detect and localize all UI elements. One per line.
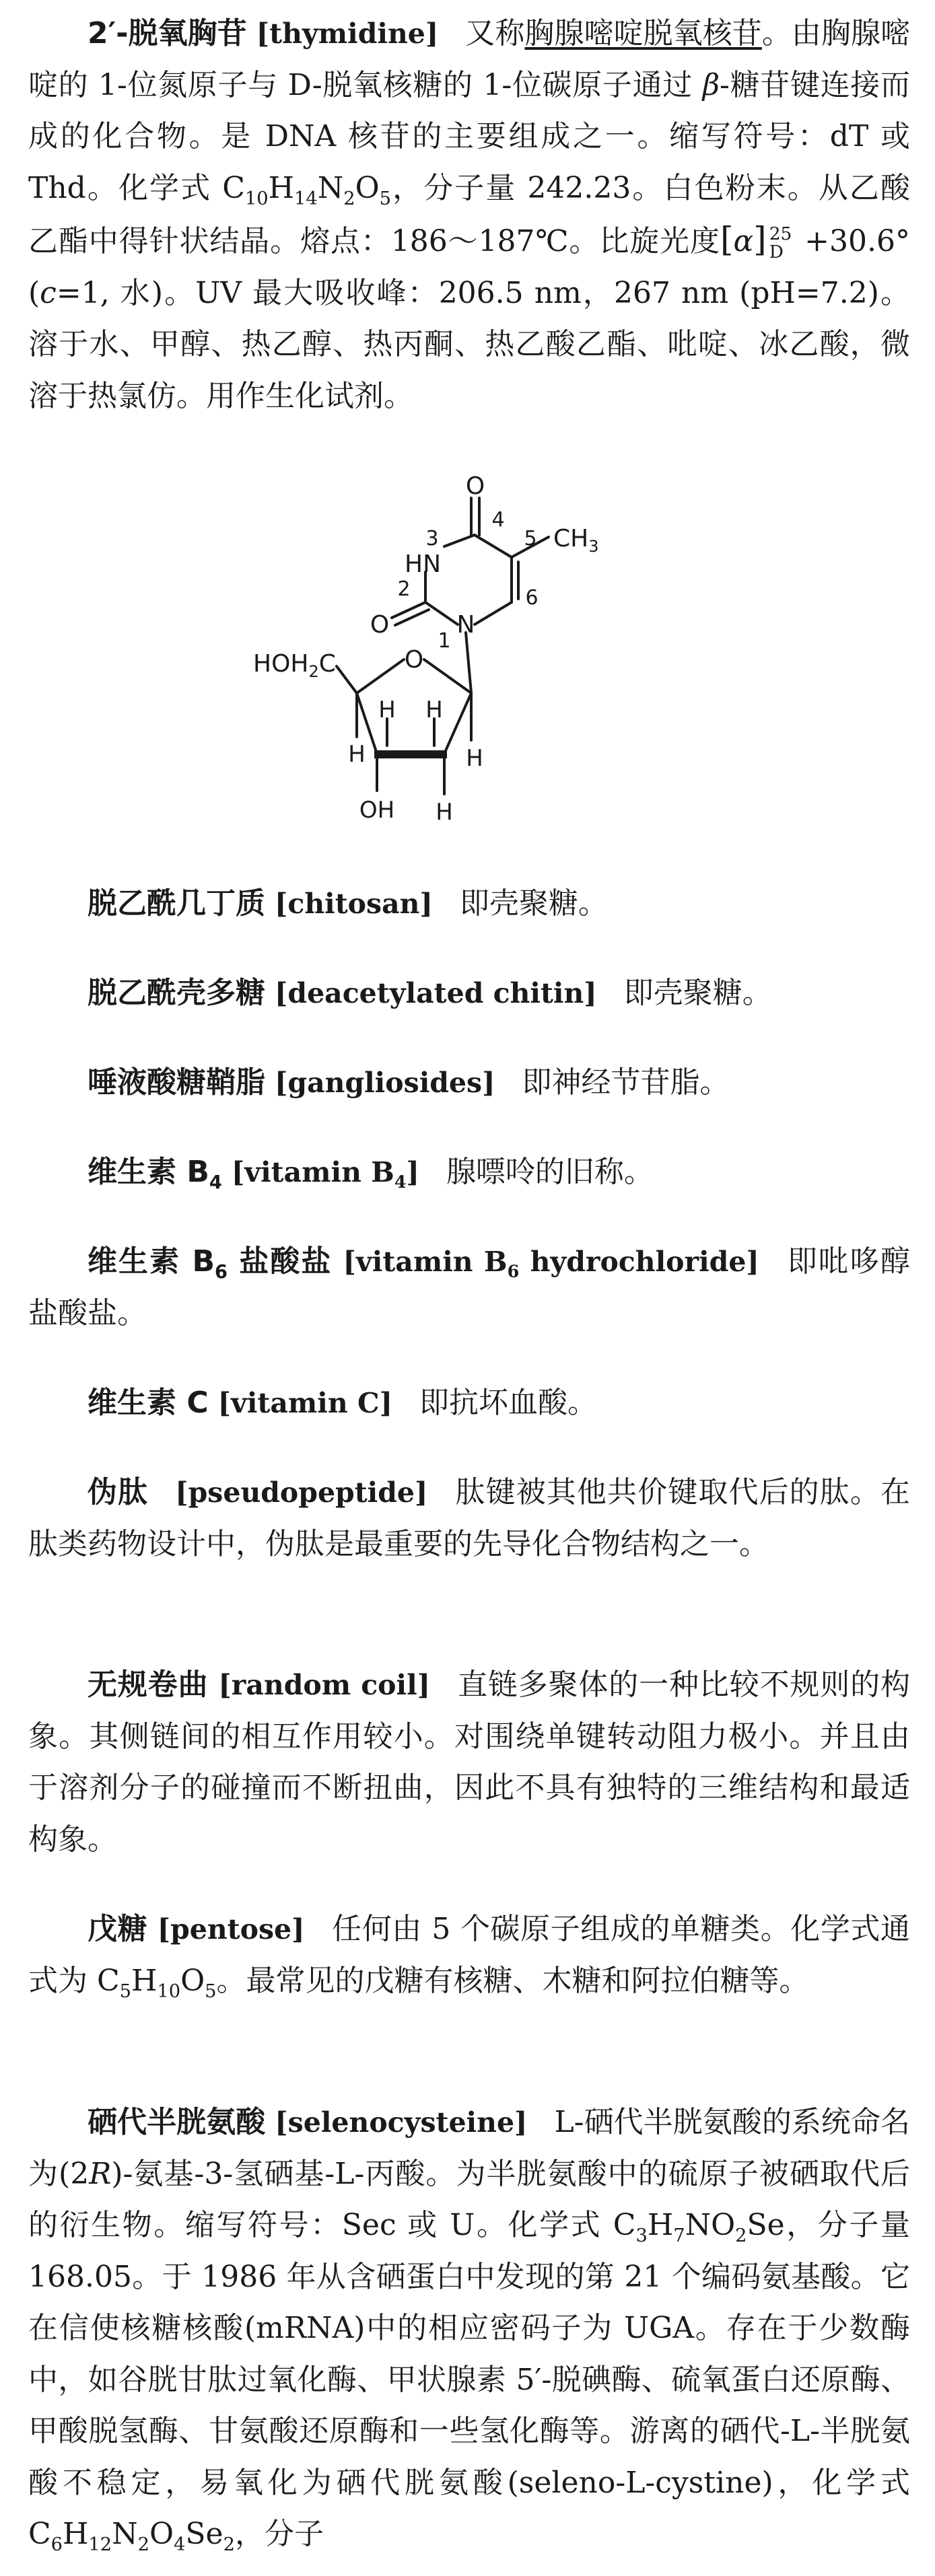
formula-el: O bbox=[355, 170, 380, 205]
def-text: 。由胸腺嘧啶的 1-位氮原子与 D-脱氧核糖的 1-位碳原子通过 bbox=[28, 16, 911, 102]
beta-symbol: β bbox=[702, 67, 720, 102]
def-text: 任何由 5 个碳原子组成的单糖类。化学式通式为 C bbox=[28, 1912, 910, 1998]
def-text: 直链多聚体的一种比较不规则的构象。其侧链间的相互作用较小。对围绕单键转动阻力极小。并且由于溶剂分子的碰撞而不断扭曲，因此不具有独特的三维结构和最适构象。 bbox=[28, 1668, 911, 1857]
entry-english: [deacetylated chitin] bbox=[275, 977, 597, 1009]
formula-el: O bbox=[180, 1963, 205, 1998]
position-label: 3 bbox=[425, 527, 439, 550]
hydrogen-label: H bbox=[466, 745, 483, 772]
def-text: ，分子量 242.23。白色粉末。从乙酸乙酯中得针状结晶。熔点：186～187℃。比旋光度 bbox=[28, 170, 910, 258]
def-text: -糖苷键连接而成的化合物。是 DNA 核苷的主要组成之一。缩写符号：dT 或 Thd。化学式 C bbox=[28, 67, 910, 205]
term-end: 盐酸盐 bbox=[228, 1244, 333, 1279]
formula-sub: 12 bbox=[88, 2534, 112, 2555]
hoh-c: C bbox=[318, 650, 336, 678]
hydroxymethyl-label bbox=[253, 650, 336, 681]
hydrogen-label: H bbox=[348, 741, 366, 768]
rotation-scripts bbox=[769, 225, 792, 261]
formula-sub: 4 bbox=[174, 2534, 186, 2555]
entry-term: 脱乙酰几丁质 bbox=[88, 886, 265, 921]
hoh-text: HOH bbox=[253, 650, 309, 678]
english-end: hydrochloride] bbox=[519, 1246, 759, 1278]
hydrogen-label: H bbox=[425, 696, 443, 723]
english-sub: 4 bbox=[394, 1172, 407, 1192]
hydrogen-label: H bbox=[436, 799, 453, 826]
english-sub: 6 bbox=[507, 1261, 520, 1282]
alias-link[interactable]: 胸腺嘧啶脱氧核苷 bbox=[524, 16, 762, 50]
def-text: L-硒代半胱氨酸的系统命名为(2 bbox=[28, 2105, 910, 2191]
nh-label: HN bbox=[405, 550, 441, 578]
formula-el: H bbox=[647, 2208, 674, 2242]
methyl-label bbox=[553, 525, 599, 556]
n1-label: N bbox=[456, 611, 475, 639]
entry-english bbox=[343, 1246, 759, 1282]
position-label: 1 bbox=[438, 629, 451, 653]
entry-term bbox=[88, 1244, 333, 1283]
formula-el: H bbox=[268, 170, 294, 205]
entry-term bbox=[88, 1155, 222, 1193]
term-sub: 4 bbox=[209, 1172, 222, 1193]
def-text: 。最常见的戊糖有核糖、木糖和阿拉伯糖等。 bbox=[216, 1963, 809, 1998]
position-label: 4 bbox=[491, 508, 505, 532]
entry-english: [chitosan] bbox=[275, 888, 433, 920]
entry-term: 脱乙酰壳多糖 bbox=[88, 976, 265, 1010]
oxygen-label: O bbox=[370, 611, 390, 639]
entry-english: [pentose] bbox=[157, 1913, 305, 1945]
methyl-ch: CH bbox=[553, 525, 589, 552]
formula-sub: 5 bbox=[379, 188, 391, 209]
position-label: 6 bbox=[525, 586, 539, 610]
formula-sub: 2 bbox=[223, 2534, 235, 2555]
formula-sub: 6 bbox=[50, 2534, 63, 2555]
entry-pseudopeptide bbox=[28, 1467, 910, 1570]
def-text: 即抗坏血酸。 bbox=[419, 1386, 597, 1420]
entry-english bbox=[231, 1156, 419, 1192]
entry-term: 伪肽 bbox=[88, 1475, 149, 1509]
formula-sub: 2 bbox=[137, 2534, 149, 2555]
entry-english: [random coil] bbox=[218, 1669, 431, 1701]
english-text: [vitamin B bbox=[343, 1246, 508, 1278]
formula-sub: 3 bbox=[635, 2225, 648, 2246]
hydroxyl-label: OH bbox=[359, 797, 395, 824]
entry-term: 无规卷曲 bbox=[88, 1668, 209, 1702]
def-text: )-氨基-3-氢硒基-L-丙酸。为半胱氨酸中的硫原子被硒取代后的衍生物。缩写符号：Sec 或 U。化学式 C bbox=[28, 2156, 910, 2242]
def-text: 即神经节苷脂。 bbox=[522, 1065, 730, 1100]
def-text: 腺嘌呤的旧称。 bbox=[446, 1155, 654, 1189]
entry-term: 硒代半胱氨酸 bbox=[88, 2105, 266, 2139]
def-text: 即壳聚糖。 bbox=[459, 886, 608, 921]
formula-el: N bbox=[317, 170, 344, 205]
entry-thymidine bbox=[28, 8, 910, 422]
entry-vitamin-b6-hydrochloride bbox=[28, 1236, 910, 1339]
entry-english: [gangliosides] bbox=[275, 1067, 495, 1099]
position-label: 2 bbox=[397, 577, 411, 601]
formula-el: Se bbox=[747, 2208, 785, 2242]
entry-english: [vitamin C] bbox=[217, 1387, 392, 1419]
formula-sub: 10 bbox=[244, 188, 269, 209]
alias-prefix: 又称 bbox=[465, 16, 525, 50]
formula-el: O bbox=[149, 2517, 174, 2551]
methyl-sub: 3 bbox=[588, 537, 599, 556]
thymidine-structure bbox=[242, 471, 714, 875]
def-text: ，分子 bbox=[234, 2517, 324, 2551]
entry-gangliosides bbox=[28, 1057, 910, 1109]
entry-pentose bbox=[28, 1904, 910, 2007]
ring-oxygen-label: O bbox=[404, 646, 424, 674]
formula-el: H bbox=[131, 1963, 158, 1998]
def-text: 肽键被其他共价键取代后的肽。在肽类药物设计中，伪肽是最重要的先导化合物结构之一。 bbox=[28, 1475, 911, 1561]
rotation-temp: 25 bbox=[769, 223, 792, 245]
entry-vitamin-c bbox=[28, 1378, 910, 1429]
def-text: 即壳聚糖。 bbox=[623, 976, 772, 1010]
entry-term: 2′-脱氧胸苷 bbox=[88, 16, 247, 50]
oxygen-label: O bbox=[465, 472, 485, 500]
entry-deacetylated-chitin bbox=[28, 968, 910, 1019]
def-text: 即吡哆醇盐酸盐。 bbox=[28, 1244, 911, 1330]
formula-sub: 10 bbox=[157, 1980, 181, 2002]
entry-term: 戊糖 bbox=[88, 1912, 148, 1946]
formula-el: Se bbox=[185, 2517, 223, 2551]
hydrogen-label: H bbox=[378, 696, 396, 723]
entry-selenocysteine bbox=[28, 2097, 910, 2561]
formula-el: NO bbox=[685, 2208, 736, 2242]
entry-random-coil bbox=[28, 1659, 910, 1865]
formula-sub: 7 bbox=[673, 2225, 685, 2246]
entry-term: 维生素 C bbox=[88, 1386, 209, 1420]
config-r: R bbox=[89, 2156, 112, 2191]
conc-symbol: c bbox=[40, 275, 57, 310]
rotation-alpha: α bbox=[733, 224, 754, 258]
rotation-bracket: ] bbox=[753, 220, 767, 259]
formula-el: H bbox=[63, 2517, 89, 2551]
english-text: [vitamin B bbox=[231, 1156, 394, 1188]
entry-vitamin-b4 bbox=[28, 1147, 910, 1198]
entry-english: [pseudopeptide] bbox=[175, 1476, 428, 1509]
def-text: ，分子量 168.05。于 1986 年从含硒蛋白中发现的第 21 个编码氨基酸。它在信使核糖核酸(mRNA)中的相应密码子为 UGA。存在于少数酶中，如谷胱甘肽过氧化酶、甲状腺素 5′-脱碘酶、硫氧蛋白还原酶、甲酸脱氢酶、甘氨酸还原酶和一些氢化酶等。游离的硒代-L-半胱氨酸不稳定，易氧化为硒代胱氨酸(seleno-L-cystine)，化学式 C bbox=[28, 2208, 911, 2551]
entry-chitosan bbox=[28, 878, 910, 930]
entry-term: 唾液酸糖鞘脂 bbox=[88, 1065, 265, 1100]
term-text: 维生素 B bbox=[88, 1244, 215, 1279]
rotation-bracket: [ bbox=[720, 220, 734, 259]
rotation-line: D bbox=[769, 241, 784, 262]
def-text: =1, 水)。UV 最大吸收峰：206.5 nm，267 nm (pH=7.2)。溶于水、甲醇、热乙醇、热丙酮、热乙酸乙酯、吡啶、冰乙酸，微溶于热氯仿。用作生化试剂。 bbox=[28, 275, 910, 413]
term-sub: 6 bbox=[215, 1261, 228, 1283]
formula-sub: 5 bbox=[119, 1980, 132, 2002]
hoh-sub: 2 bbox=[308, 662, 319, 681]
term-text: 维生素 B bbox=[88, 1155, 209, 1189]
def-text: +30.6°( bbox=[28, 224, 910, 310]
formula-sub: 14 bbox=[294, 188, 318, 209]
position-label: 5 bbox=[524, 527, 537, 550]
formula-sub: 2 bbox=[735, 2225, 747, 2246]
entry-english: [selenocysteine] bbox=[275, 2106, 528, 2139]
english-end: ] bbox=[406, 1156, 419, 1188]
formula-el: N bbox=[112, 2517, 138, 2551]
entry-english: [thymidine] bbox=[256, 17, 439, 50]
formula-sub: 2 bbox=[343, 188, 355, 209]
formula-sub: 5 bbox=[205, 1980, 217, 2002]
